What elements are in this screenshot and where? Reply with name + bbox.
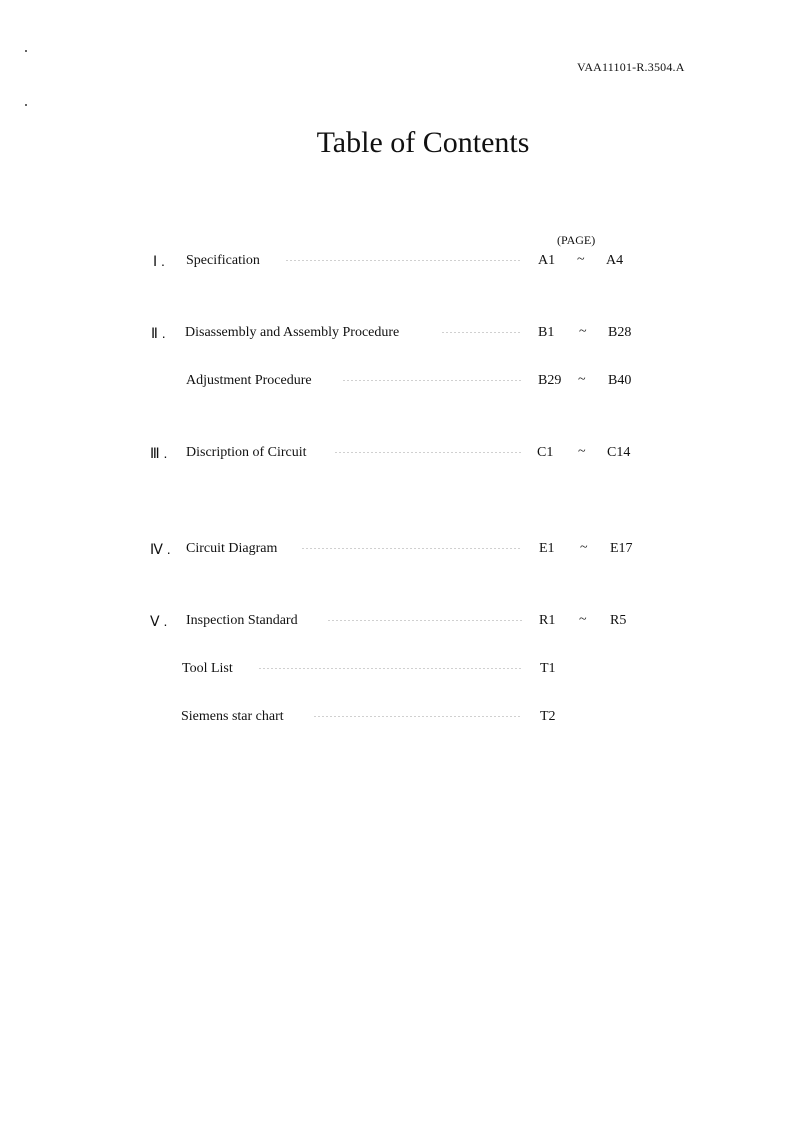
section-label: Inspection Standard: [186, 613, 298, 628]
section-number: Ⅳ .: [150, 541, 171, 557]
leader-dots: [258, 668, 522, 669]
page-end: C14: [607, 445, 631, 460]
section-label: Adjustment Procedure: [186, 373, 312, 388]
page-end: B40: [608, 373, 632, 388]
range-separator: ~: [579, 612, 587, 627]
section-label: Specification: [186, 253, 260, 268]
toc-entry-tool-list[interactable]: [0, 661, 790, 681]
range-separator: ~: [580, 540, 588, 555]
toc-entry-circuit-description[interactable]: [0, 445, 790, 465]
toc-entry-specification[interactable]: [0, 253, 790, 273]
page-title: Table of Contents: [316, 126, 530, 159]
toc-entry-inspection-standard[interactable]: [0, 613, 790, 633]
page-start: R1: [539, 613, 556, 628]
page-end: A4: [606, 253, 624, 268]
leader-dots: [334, 452, 521, 453]
section-label: Siemens star chart: [181, 709, 284, 724]
page-start: B29: [538, 373, 562, 388]
range-separator: ~: [579, 324, 587, 339]
range-separator: ~: [578, 372, 586, 387]
page-end: B28: [608, 325, 632, 340]
toc-entry-disassembly[interactable]: [0, 325, 790, 345]
section-number: Ⅴ .: [150, 613, 168, 629]
document-id: VAA11101-R.3504.A: [577, 60, 685, 74]
range-separator: ~: [577, 252, 585, 267]
toc-entry-siemens-star-chart[interactable]: [0, 709, 790, 729]
page-start: A1: [538, 253, 556, 268]
range-separator: ~: [578, 444, 586, 459]
section-number: Ⅰ .: [153, 253, 165, 269]
section-label: Discription of Circuit: [186, 445, 307, 460]
section-label: Tool List: [182, 661, 233, 676]
section-number: Ⅱ .: [151, 325, 166, 341]
page-column-header: (PAGE): [557, 233, 596, 247]
leader-dots: [285, 260, 521, 261]
section-label: Disassembly and Assembly Procedure: [185, 325, 400, 340]
page-end: R5: [610, 613, 627, 628]
page-start: E1: [539, 541, 555, 556]
page-start: B1: [538, 325, 555, 340]
section-number: Ⅲ .: [150, 445, 168, 461]
toc-entry-circuit-diagram[interactable]: [0, 541, 790, 561]
leader-dots: [327, 620, 522, 621]
page-end: E17: [610, 541, 633, 556]
leader-dots: [342, 380, 521, 381]
scan-speck: [25, 50, 27, 52]
scan-speck: [25, 104, 27, 106]
page-start: T2: [540, 709, 556, 724]
toc-entry-adjustment[interactable]: [0, 373, 790, 393]
leader-dots: [313, 716, 522, 717]
page-start: T1: [540, 661, 556, 676]
section-label: Circuit Diagram: [186, 541, 278, 556]
leader-dots: [441, 332, 521, 333]
page-start: C1: [537, 445, 554, 460]
leader-dots: [301, 548, 522, 549]
